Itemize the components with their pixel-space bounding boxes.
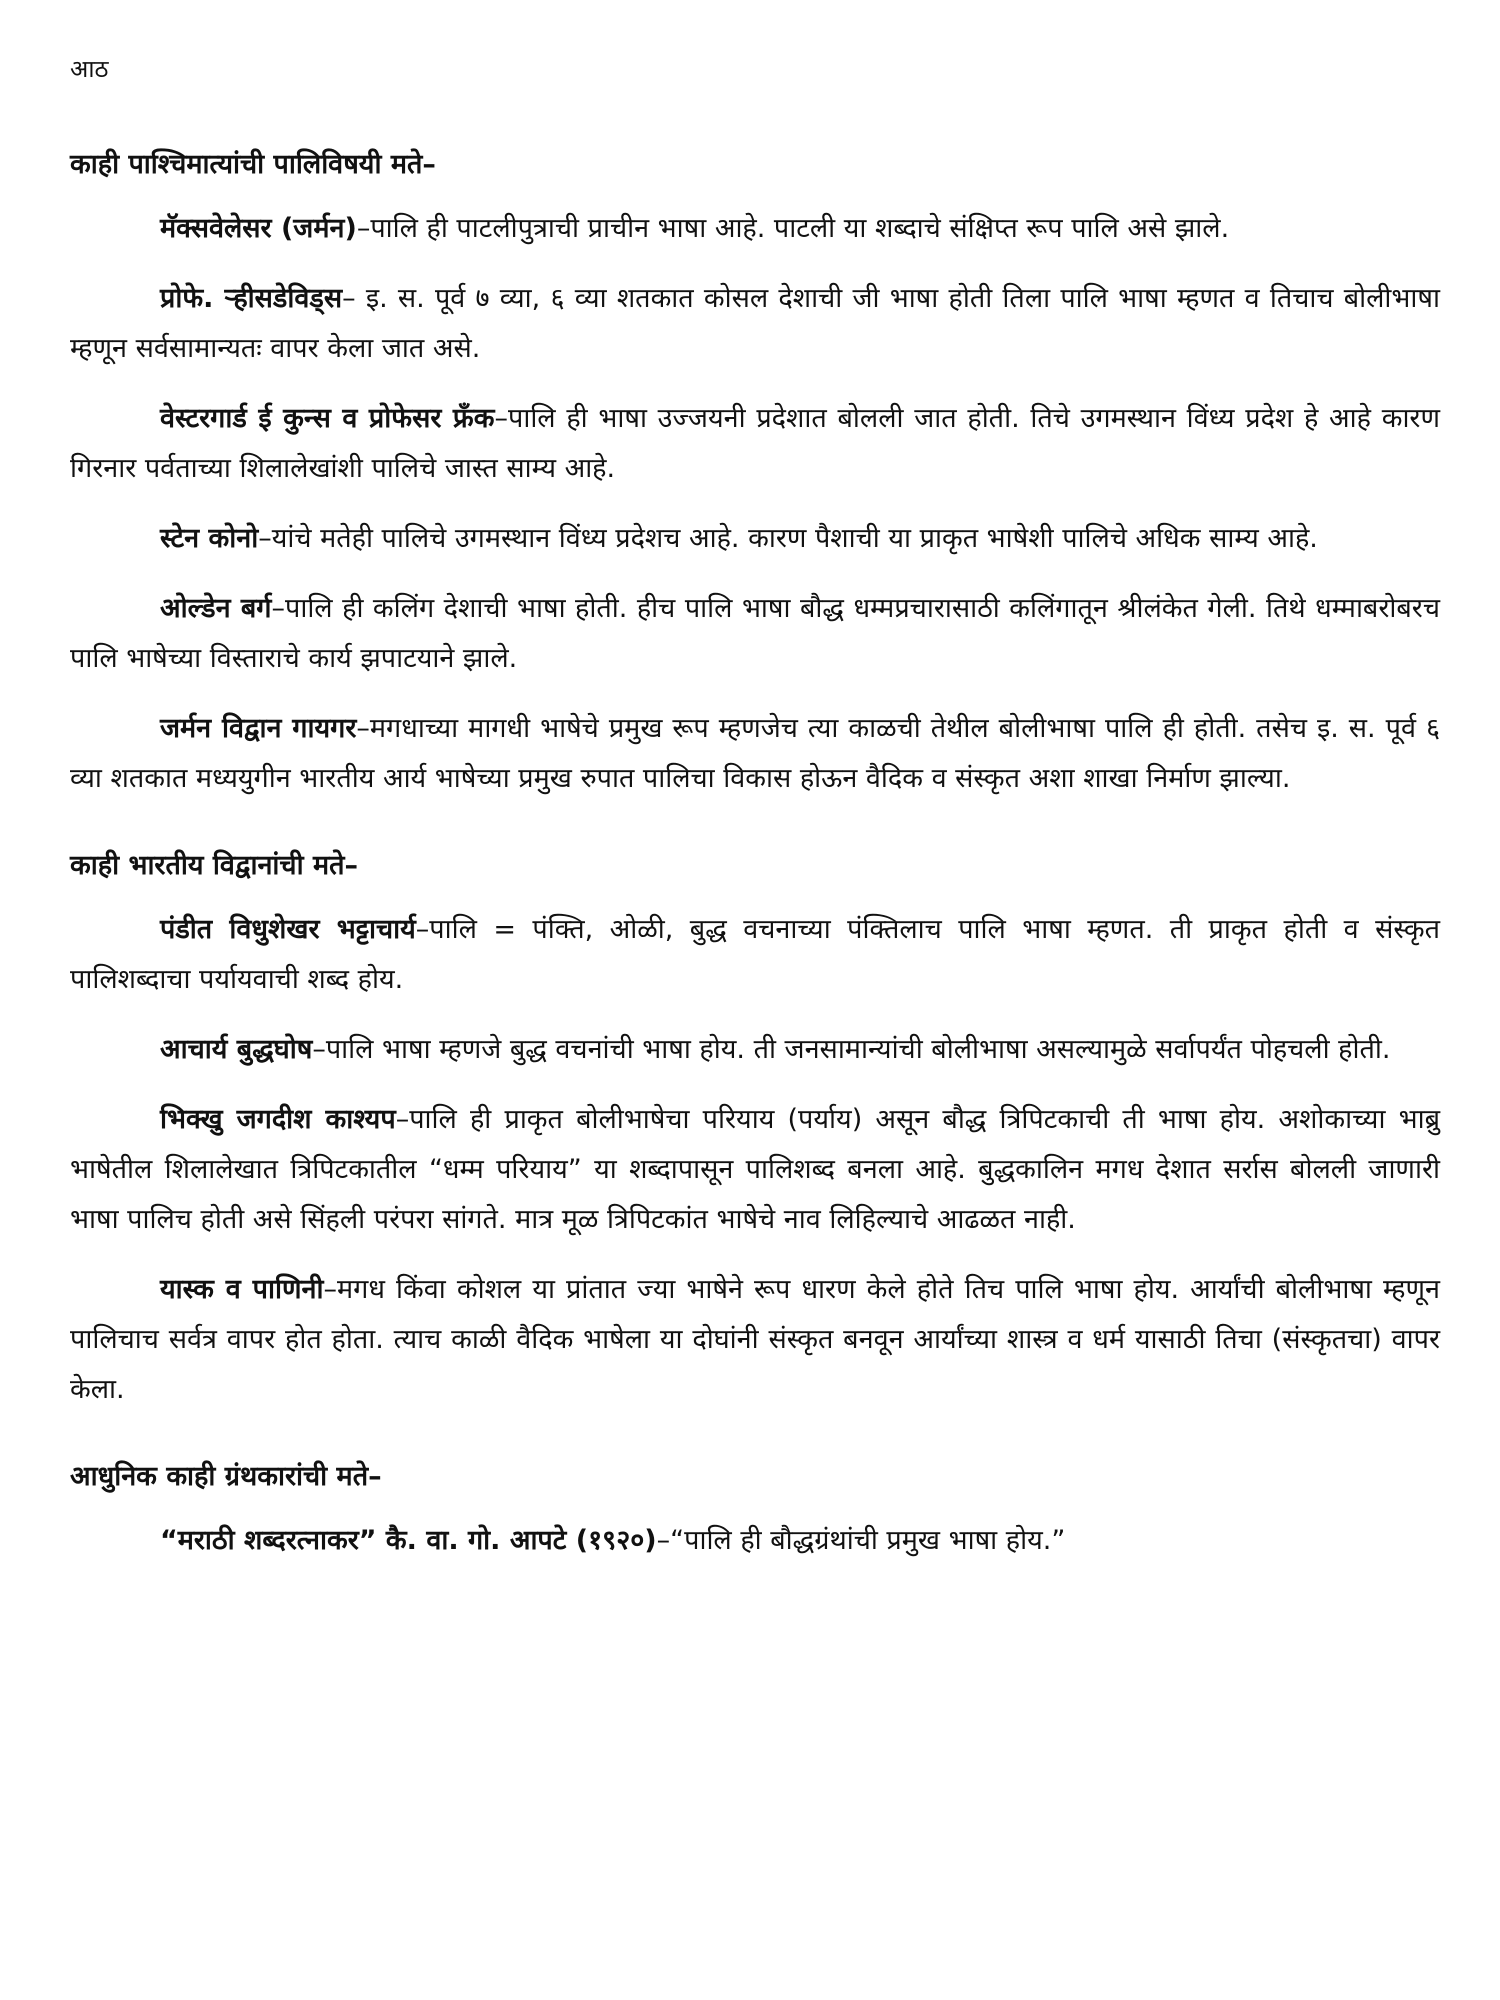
paragraph-text: पालि ही प्राकृत बोलीभाषेचा परियाय (पर्याय) असून बौद्ध त्रिपिटकाची ती भाषा होय. अशोकाच्या भाब्रु भाषेतील शिलालेखात त्रिपिटकातील “धम्म परियाय” या शब्दापासून पालिशब्द बनला आहे. बुद्धकालिन मगध देशात सर्रास बोलली जाणारी भाषा पालिच होती असे सिंहली परंपरा सांगते. मात्र मूळ त्रिपिटकांत भाषेचे नाव लिहिल्याचे आढळत नाही. bbox=[70, 1104, 1440, 1236]
paragraph-text: मगधाच्या मागधी भाषेचे प्रमुख रूप म्हणजेच त्या काळची तेथील बोलीभाषा पालि ही होती. तसेच इ. स. पूर्व ६ व्या शतकात मध्ययुगीन भारतीय आर्य भाषेच्या प्रमुख रुपात पालिचा विकास होऊन वैदिक व संस्कृत अशा शाखा निर्माण झाल्या. bbox=[70, 713, 1440, 795]
scholar-name: यास्क व पाणिनी bbox=[160, 1274, 324, 1306]
scholar-name: पंडीत विधुशेखर भट्टाचार्य bbox=[160, 914, 416, 946]
paragraph: वेस्टरगार्ड ई कुन्स व प्रोफेसर फ्रँक–पालि ही भाषा उज्जयनी प्रदेशात बोलली जात होती. तिचे उगमस्थान विंध्य प्रदेश हे आहे कारण गिरनार पर्वताच्या शिलालेखांशी पालिचे जास्त साम्य आहे. bbox=[70, 403, 1441, 485]
scholar-name: आचार्य बुद्धघोष bbox=[160, 1034, 313, 1066]
paragraph-text: पालि ही कलिंग देशाची भाषा होती. हीच पालि भाषा बौद्ध धम्मप्रचारासाठी कलिंगातून श्रीलंकेत गेली. तिथे धम्माबरोबरच पालि भाषेच्या विस्ताराचे कार्य झपाटयाने झाले. bbox=[70, 593, 1440, 675]
paragraph: स्टेन कोनो–यांचे मतेही पालिचे उगमस्थान विंध्य प्रदेशच आहे. कारण पैशाची या प्राकृत भाषेशी पालिचे अधिक साम्य आहे. bbox=[160, 523, 1318, 555]
scholar-name: स्टेन कोनो bbox=[160, 523, 259, 555]
paragraph-text: पालि भाषा म्हणजे बुद्ध वचनांची भाषा होय. ती जनसामान्यांची बोलीभाषा असल्यामुळे सर्वापर्यंत पोहचली होती. bbox=[325, 1034, 1391, 1066]
paragraph: पंडीत विधुशेखर भट्टाचार्य–पालि = पंक्ति, ओळी, बुद्ध वचनाच्या पंक्तिलाच पालि भाषा म्हणत. ती प्राकृत होती व संस्कृत पालिशब्दाचा पर्यायवाची शब्द होय. bbox=[70, 914, 1440, 996]
scholar-name: जर्मन विद्वान गायगर bbox=[160, 713, 357, 745]
paragraph: प्रोफे. ऱ्हीसडेविड्स– इ. स. पूर्व ७ व्या, ६ व्या शतकात कोसल देशाची जी भाषा होती तिला पालि भाषा म्हणत व तिचाच बोलीभाषा म्हणून सर्वसामान्यतः वापर केला जात असे. bbox=[70, 283, 1440, 365]
paragraph-text: “पालि ही बौद्धग्रंथांची प्रमुख भाषा होय.” bbox=[670, 1525, 1066, 1557]
paragraph: जर्मन विद्वान गायगर–मगधाच्या मागधी भाषेचे प्रमुख रूप म्हणजेच त्या काळची तेथील बोलीभाषा पालि ही होती. तसेच इ. स. पूर्व ६ व्या शतकात मध्ययुगीन भारतीय आर्य भाषेच्या प्रमुख रुपात पालिचा विकास होऊन वैदिक व संस्कृत अशा शाखा निर्माण झाल्या. bbox=[70, 713, 1440, 795]
paragraph: आचार्य बुद्धघोष–पालि भाषा म्हणजे बुद्ध वचनांची भाषा होय. ती जनसामान्यांची बोलीभाषा असल्यामुळे सर्वापर्यंत पोहचली होती. bbox=[160, 1034, 1391, 1066]
paragraph: भिक्खु जगदीश काश्यप–पालि ही प्राकृत बोलीभाषेचा परियाय (पर्याय) असून बौद्ध त्रिपिटकाची ती भाषा होय. अशोकाच्या भाब्रु भाषेतील शिलालेखात त्रिपिटकातील “धम्म परियाय” या शब्दापासून पालिशब्द बनला आहे. बुद्धकालिन मगध देशात सर्रास बोलली जाणारी भाषा पालिच होती असे सिंहली परंपरा सांगते. मात्र मूळ त्रिपिटकांत भाषेचे नाव लिहिल्याचे आढळत नाही. bbox=[70, 1104, 1440, 1236]
paragraph-text: पालि ही भाषा उज्जयनी प्रदेशात बोलली जात होती. तिचे उगमस्थान विंध्य प्रदेश हे आहे कारण गिरनार पर्वताच्या शिलालेखांशी पालिचे जास्त साम्य आहे. bbox=[70, 403, 1441, 485]
scholar-name: मॅक्सवेलेसर (जर्मन) bbox=[160, 213, 357, 245]
scholar-name: ओल्डेन बर्ग bbox=[160, 593, 272, 625]
paragraph-text: पालि ही पाटलीपुत्राची प्राचीन भाषा आहे. पाटली या शब्दाचे संक्षिप्त रूप पालि असे झाले. bbox=[370, 213, 1230, 245]
page-number: आठ bbox=[70, 55, 109, 83]
section-heading-western: काही पाश्चिमात्यांची पालिविषयी मते– bbox=[70, 149, 436, 180]
paragraph-text: पालि = पंक्ति, ओळी, बुद्ध वचनाच्या पंक्तिलाच पालि भाषा म्हणत. ती प्राकृत होती व संस्कृत पालिशब्दाचा पर्यायवाची शब्द होय. bbox=[70, 914, 1440, 996]
paragraph: मॅक्सवेलेसर (जर्मन)–पालि ही पाटलीपुत्राची प्राचीन भाषा आहे. पाटली या शब्दाचे संक्षिप्त रूप पालि असे झाले. bbox=[160, 213, 1230, 245]
scholar-name: भिक्खु जगदीश काश्यप bbox=[160, 1104, 396, 1136]
scholar-name: वेस्टरगार्ड ई कुन्स व प्रोफेसर फ्रँक bbox=[160, 403, 495, 435]
paragraph-text: मगध किंवा कोशल या प्रांतात ज्या भाषेने रूप धारण केले होते तिच पालि भाषा होय. आर्यांची बोलीभाषा म्हणून पालिचाच सर्वत्र वापर होत होता. त्याच काळी वैदिक भाषेला या दोघांनी संस्कृत बनवून आर्यांच्या शास्त्र व धर्म यासाठी तिचा (संस्कृतचा) वापर केला. bbox=[70, 1274, 1440, 1406]
scholar-name: “मराठी शब्दरत्नाकर” कै. वा. गो. आपटे (१९२०) bbox=[160, 1525, 657, 1557]
paragraph-text: इ. स. पूर्व ७ व्या, ६ व्या शतकात कोसल देशाची जी भाषा होती तिला पालि भाषा म्हणत व तिचाच बोलीभाषा म्हणून सर्वसामान्यतः वापर केला जात असे. bbox=[70, 283, 1440, 365]
paragraph: ओल्डेन बर्ग–पालि ही कलिंग देशाची भाषा होती. हीच पालि भाषा बौद्ध धम्मप्रचारासाठी कलिंगातून श्रीलंकेत गेली. तिथे धम्माबरोबरच पालि भाषेच्या विस्ताराचे कार्य झपाटयाने झाले. bbox=[70, 593, 1440, 675]
paragraph: यास्क व पाणिनी–मगध किंवा कोशल या प्रांतात ज्या भाषेने रूप धारण केले होते तिच पालि भाषा होय. आर्यांची बोलीभाषा म्हणून पालिचाच सर्वत्र वापर होत होता. त्याच काळी वैदिक भाषेला या दोघांनी संस्कृत बनवून आर्यांच्या शास्त्र व धर्म यासाठी तिचा (संस्कृतचा) वापर केला. bbox=[70, 1274, 1440, 1406]
paragraph-text: यांचे मतेही पालिचे उगमस्थान विंध्य प्रदेशच आहे. कारण पैशाची या प्राकृत भाषेशी पालिचे अधिक साम्य आहे. bbox=[271, 523, 1318, 555]
section-heading-modern: आधुनिक काही ग्रंथकारांची मते– bbox=[70, 1461, 382, 1493]
scholar-name: प्रोफे. ऱ्हीसडेविड्स bbox=[160, 283, 343, 315]
paragraph: “मराठी शब्दरत्नाकर” कै. वा. गो. आपटे (१९२०)–“पालि ही बौद्धग्रंथांची प्रमुख भाषा होय.” bbox=[160, 1525, 1066, 1557]
section-heading-indian: काही भारतीय विद्वानांची मते– bbox=[70, 850, 358, 882]
